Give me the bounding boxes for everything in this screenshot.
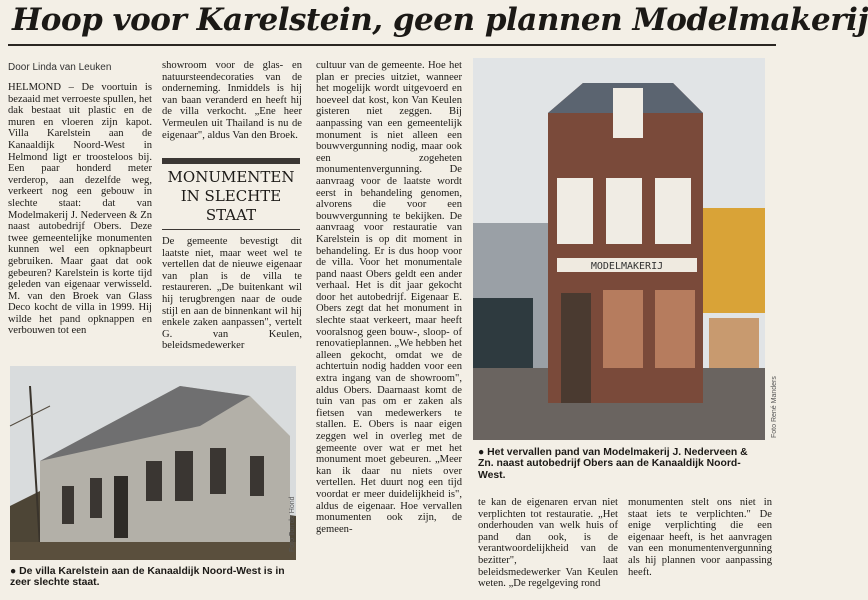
subhead-text: MONUMENTEN IN SLECHTE STAAT — [167, 168, 295, 224]
byline: Door Linda van Leuken — [8, 62, 112, 73]
modelmakerij-photo — [473, 58, 765, 440]
article-column-3 — [316, 60, 462, 592]
column-2b-text: De gemeente bevestigt dit laatste niet, maar weet wel te vertellen dat de nieuwe eigenaar van plan is de villa te restaureren. „De buitenkant wil hij terugbrengen naar de oude stijl en aan de binnenkant wil hij enkele zaken aanpassen", vertelt G. van Keulen, beleidsmedewerker — [162, 236, 302, 352]
villa-photo — [10, 366, 296, 560]
article-column-1 — [8, 82, 152, 368]
article-column-4 — [478, 497, 618, 592]
article-column-5 — [628, 497, 772, 592]
column-3-text: cultuur van de gemeente. Hoe het plan er precies uitziet, wanneer het mogelijk wordt uitgevoerd en hoeveel dat kost, kon Van Keulen gisteren niet zeggen. Bij aanpassing van een gemeentelijk monument is niet alleen een bouwvergunning nodig, maar ook een zogeheten monumentenvergunning. De aanvraag voor de laatste wordt eerst in behandeling genomen, alvorens die voor een bouwvergunning te bekijken. De aanvraag voor restauratie van Karelstein is op dit moment in behandeling. Er is dus hoop voor de villa. Voor het monumentale pand naast Obers geldt een ander verhaal. Het is dit jaar gekocht door het autobedrijf. Eigenaar E. Obers zegt dat het monument in slechte staat verkeert, maar heeft vooralsnog geen bouw-, sloop- of renovatieplannen. „We hebben het alleen gekocht, omdat we de achtertuin nodig hadden voor een extra ingang van de showroom", aldus Obers. Daarnaast komt de tuin van pas om er zaken als fietsen van medewerkers te stallen. E. Obers is naar eigen zeggen wel in overleg met de gemeente over wat er met het monument moet gebeuren. „Meer kan ik daar nu niets over vertellen. Het duurt nog een tijd voordat er meer duidelijkheid is", aldus de eigenaar. Hoe vervallen monumenten ook zijn, de gemeen- — [316, 60, 462, 535]
column-5-text: monumenten stelt ons niet in staat iets te verplichten." De enige verplichting die een eigenaar heeft, is het aanvragen van een monumentenvergunning als hij plannen voor aanpassing heeft. — [628, 497, 772, 578]
caption-left: ● De villa Karelstein aan de Kanaaldijk Noord-West is in zeer slechte staat. — [10, 566, 285, 589]
headline: Hoop voor Karelstein, geen plannen Modelmakerij — [12, 2, 868, 38]
photo-credit-left: Foto Ton de Hond — [289, 496, 296, 552]
column-4-text: te kan de eigenaren ervan niet verplichten tot restauratie. „Het onderhouden van welk huis of pand dan ook, is de verantwoordelijkheid van de bezitter", laat beleidsmedewerker Van Keulen weten. „De regelgeving rond — [478, 497, 618, 590]
modelmakerij-sign: MODELMAKERIJ — [590, 261, 664, 272]
article-column-2 — [162, 60, 302, 152]
headline-rule — [8, 44, 776, 46]
caption-right: ● Het vervallen pand van Modelmakerij J. Nederveen & Zn. naast autobedrijf Obers aan de Kanaaldijk Noord-West. — [478, 447, 748, 481]
column-1-text: HELMOND – De voortuin is bezaaid met verroeste spullen, het dak bestaat uit plastic en de muren en vloeren zijn kapot. Villa Karelstein aan de Kanaaldijk Noord-West in Helmond ligt er troosteloos bij. Een paar honderd meter verderop, aan dezelfde weg, verkeert nog een gebouw in slechte staat: dat van Modelmakerij J. Nederveen & Zn naast autobedrijf Obers. Deze twee gemeentelijke monumenten kunnen wel een opknapbeurt gebruiken. Maar gaat dat ook gebeuren? Karelstein is korte tijd geleden van eigenaar verwisseld. M. van den Broek van Glass Deco kocht de villa in 1999. Hij wilde het pand opknappen en verbouwen tot een — [8, 82, 152, 337]
article-column-2b — [162, 236, 302, 366]
column-2-text: showroom voor de glas- en natuursteendecoraties van de onderneming. Inmiddels is hij van baan veranderd en heeft hij de villa verkocht. „Ene heer Vermeulen uit Thailand is nu de eigenaar", aldus Van den Broek. — [162, 60, 302, 141]
subhead — [162, 158, 300, 230]
photo-credit-right: Foto René Manders — [771, 376, 778, 438]
